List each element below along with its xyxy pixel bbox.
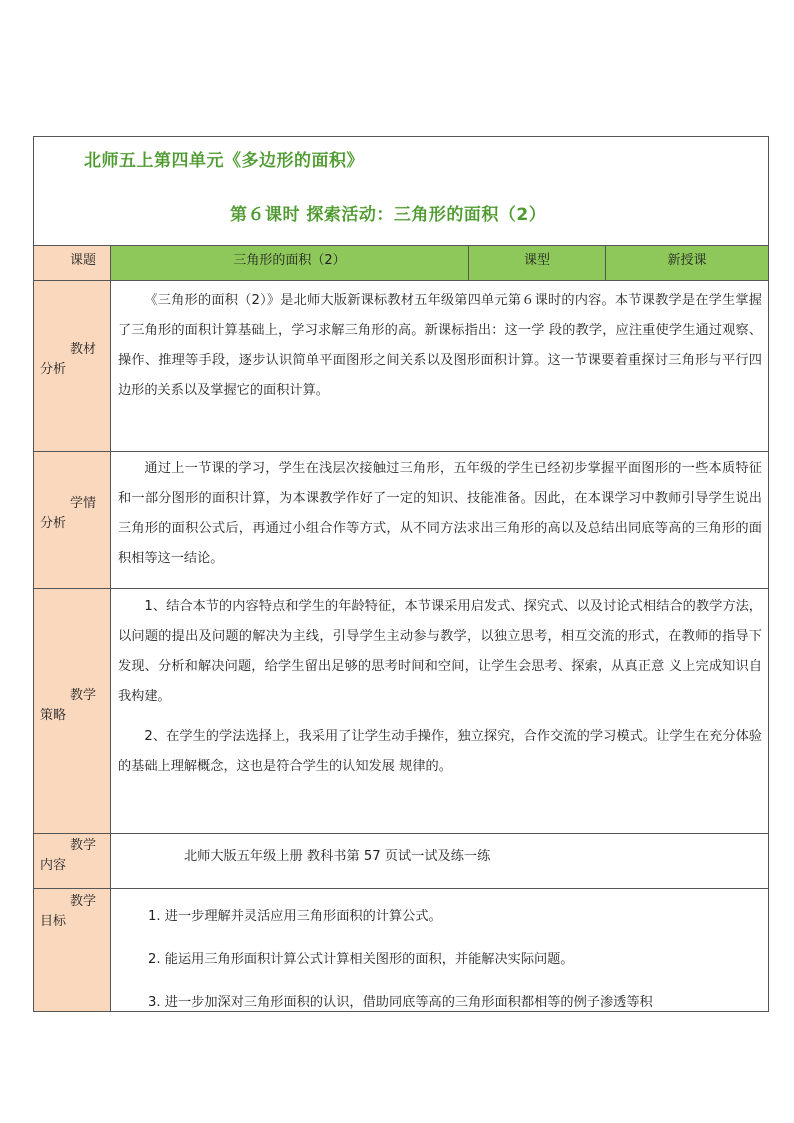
topic-value: 三角形的面积（2）: [233, 253, 346, 268]
students-paragraph: 通过上一节课的学习，学生在浅层次接触过三角形，五年级的学生已经初步掌握平面图形的一些本质特征和一部分图形的面积计算，为本课教学作好了一定的知识、技能准备。因此，在本课学习中教师引导学生说出三角形的面积公式后，再通过小组合作等方式，从不同方法求出三角形的高以及总结出同底等高的三角形的面积相等这一结论。: [118, 461, 762, 566]
goals-list: [148, 895, 764, 1024]
content-label-line1: 教学: [70, 838, 97, 853]
lesson-title: 第６课时 探索活动：三角形的面积（2）: [230, 205, 547, 225]
content-text: [184, 842, 764, 872]
strategy-paragraph-1: 1、结合本节的内容特点和学生的年龄特征，本节课采用启发式、探究式、以及讨论式相结合的教学方法，以问题的提出及问题的解决为主线，引导学生主动参与教学，以独立思考，相互交流的形式，在教师的指导下发现、分析和解决问题，给学生留出足够的思考时间和空间，让学生会思考、探索，从真正意 义上完成知识自我构建。: [118, 599, 763, 704]
topic-label: 课题: [69, 253, 96, 268]
material-label-line2: 分析: [40, 362, 67, 377]
content-paragraph: 北师大版五年级上册 教科书第 57 页试一试及练一练: [184, 849, 491, 864]
strategy-label-line2: 策略: [40, 708, 67, 723]
material-paragraph: 《三角形的面积（2）》是北师大版新课标教材五年级第四单元第６课时的内容。本节课教学是在学生掌握了三角形的面积计算基础上，学习求解三角形的高。新课标指出：这一学 段的教学，应注重使学生通过观察、操作、推理等手段，逐步认识简单平面图形之间关系以及图形面积计算。这一节课要着重探讨三角形与平行四边形的关系以及掌握它的面积计算。: [118, 293, 763, 398]
students-text: [118, 454, 762, 574]
goal-item: 3. 进一步加深对三角形面积的认识，借助同底等高的三角形面积都相等的例子渗透等积: [148, 995, 653, 1010]
divider: [33, 280, 769, 281]
material-label-line1: 教材: [70, 342, 97, 357]
strategy-paragraph-2: 2、在学生的学法选择上，我采用了让学生动手操作，独立探究，合作交流的学习模式。让学生在充分体验的基础上理解概念，这也是符合学生的认知发展 规律的。: [118, 729, 762, 774]
divider: [33, 588, 769, 589]
unit-title: 北师五上第四单元《多边形的面积》: [84, 151, 364, 171]
strategy-text: [118, 592, 762, 782]
divider: [33, 833, 769, 834]
students-label-line2: 分析: [40, 516, 67, 531]
type-value: 新授课: [667, 253, 707, 268]
type-label: 课型: [523, 253, 550, 268]
divider: [33, 245, 769, 246]
material-text: [118, 286, 762, 406]
goal-item: 1. 进一步理解并灵活应用三角形面积的计算公式。: [148, 909, 442, 924]
goals-label-line1: 教学: [70, 894, 97, 909]
divider: [33, 888, 769, 889]
students-label-line1: 学情: [70, 496, 97, 511]
goal-item: 2. 能运用三角形面积计算公式计算相关图形的面积，并能解决实际问题。: [148, 952, 574, 967]
goals-label-line2: 目标: [40, 914, 67, 929]
divider: [110, 245, 111, 1012]
content-label-line2: 内容: [40, 858, 67, 873]
divider: [33, 451, 769, 452]
strategy-label-line1: 教学: [70, 688, 97, 703]
